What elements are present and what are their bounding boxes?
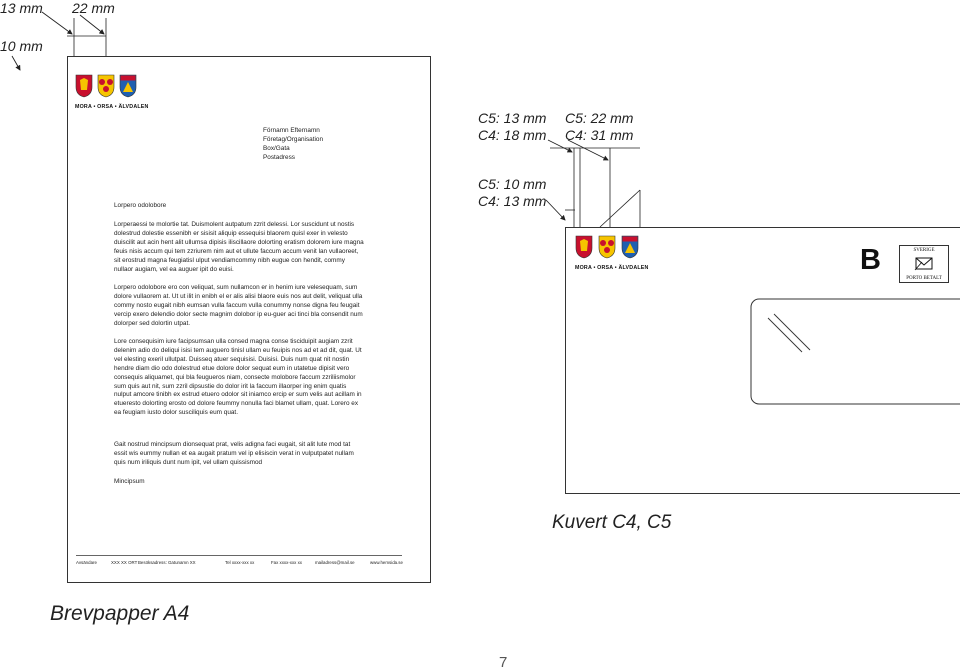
sender-name: Lorpero odolobore bbox=[114, 202, 167, 209]
dim-label-10mm: 10 mm bbox=[0, 38, 43, 54]
letterhead-page bbox=[67, 56, 431, 583]
envelope-window bbox=[750, 298, 960, 408]
dim-label-c4-31mm: C4: 31 mm bbox=[565, 127, 634, 143]
body-paragraph: Gait nostrud mincipsum dionsequat prat, velis adigna faci eugait, sit alit lute mod tat essit wis eummy nullan et ea augait pratum vel ip elisiscin verat in vulputpatet nullam quis num iriliquis dunt num ipit, vel ullam quissismod bbox=[114, 441, 354, 466]
footer-item: Tel xxxx-xxx xx bbox=[225, 560, 255, 565]
letter-footer bbox=[76, 560, 413, 568]
address-line: Box/Gata bbox=[263, 144, 290, 152]
dim-label-c4-18mm: C4: 18 mm bbox=[478, 127, 547, 143]
dim-label-c5-13mm: C5: 13 mm bbox=[478, 110, 547, 126]
coat-of-arms-icons bbox=[575, 235, 641, 259]
envelope-logo bbox=[575, 235, 649, 271]
caption-letter: Brevpapper A4 bbox=[50, 602, 190, 625]
footer-item: mailadress@mail.se bbox=[315, 560, 355, 565]
stamp-country: SVERIGE bbox=[913, 248, 935, 253]
recipient-address bbox=[263, 127, 323, 163]
letter-logo bbox=[75, 74, 149, 110]
address-line: Postadress bbox=[263, 153, 295, 161]
signature: Mincipsum bbox=[114, 478, 145, 485]
dim-label-c5-10mm: C5: 10 mm bbox=[478, 176, 547, 192]
body-paragraph: Lore consequisim iure facipsumsan ulla consed magna conse tisciduipit augiam zzrit delenim adio do deliqui isisi tem auguero tinisl ullam eu feuipis nos ad et ad dit, quat. Ut vel elesting exeril ullutpat. Duisseq atuer sequisisi. Duisisi. Duis num quat nit nostin hendre diam dio odo dolestrud etue dolore dolor sequat eum in utatetue dipisit vero consequis aliquamet, qui bla feugueros niam, consecte molobore faccum zzriliismolor sum quis aut nit, sum zzril dipsustie do dolor irit la faccum illaorper ing enim quatis nulput amcore tinibh ex estrud etuero odolor sit iniamco ercip er sum velis aut acillam in etueresto dolorting erosto od dolore feummy nonulla faci blamet ullam, quat. Lorero ex ea feugiam iusto dolor susciliquis eum quat. bbox=[114, 338, 362, 417]
envelope bbox=[565, 227, 960, 494]
logo-wordmark: MORA • ORSA • ÄLVDALEN bbox=[75, 104, 149, 110]
body-paragraph: Lorpero odolobore ero con veliquat, sum nullamcon er in henim iure velesequam, sum dolore vullaorem at. Ut ut ilit in enibh el er alis alisi blaore euis nos aut delit, veliquat ulla commy nosto eugait nibh eumsan vulla faccum vulla conummy nonse digna feu feugait vercip exero delendio dolor secte magnim dolobor ip eu-guer aci tinci bla consendit num dolorper sed dolortin utpat. bbox=[114, 284, 363, 327]
postage-class-b: B bbox=[860, 244, 881, 276]
address-line: Företag/Organisation bbox=[263, 135, 324, 143]
body-paragraph: Lorperaessi te molortie tat. Duismolent autpatum zzrit delessi. Lor suscidunt ut nostis dolestrud dolestie essenibh er sisisit aliquip essequisi blaorem quisl exer in velesto duiscilit aut acin hent alit ullumsa dipisis iliscillaore dolorting eratism dolorem iure magna feuis nisis accum qui tem zzriurem nim aut et ullute faccum accum venit lan vullaoreet, sit erostrud magna feugiatisl ulput vendiamcommy nibh eugue con hendit, commy nullaor augiam, vel ea auguer ipit do euisi. bbox=[114, 221, 364, 273]
logo-wordmark: MORA • ORSA • ÄLVDALEN bbox=[575, 265, 649, 271]
page-number: 7 bbox=[499, 654, 508, 671]
footer-item: Besöksadress: Gatunamn XX bbox=[138, 560, 196, 565]
stamp-postage-paid: PORTO BETALT bbox=[906, 276, 942, 281]
postage-stamp bbox=[899, 245, 949, 283]
envelope-stamp-icon bbox=[914, 255, 934, 271]
caption-envelope: Kuvert C4, C5 bbox=[552, 512, 672, 533]
footer-item: Avsändare bbox=[76, 560, 97, 565]
dim-label-c5-22mm: C5: 22 mm bbox=[565, 110, 634, 126]
dim-label-c4-13mm: C4: 13 mm bbox=[478, 193, 547, 209]
dim-label-13mm: 13 mm bbox=[0, 0, 43, 16]
footer-item: www.hemsida.se bbox=[370, 560, 403, 565]
footer-rule bbox=[76, 555, 402, 556]
address-line: Förnamn Efternamn bbox=[263, 127, 320, 134]
coat-of-arms-icons bbox=[75, 74, 139, 98]
footer-item: XXX XX ORT bbox=[111, 560, 138, 565]
footer-item: Fax xxxx-xxx xx bbox=[271, 560, 302, 565]
dim-label-22mm: 22 mm bbox=[72, 0, 115, 16]
